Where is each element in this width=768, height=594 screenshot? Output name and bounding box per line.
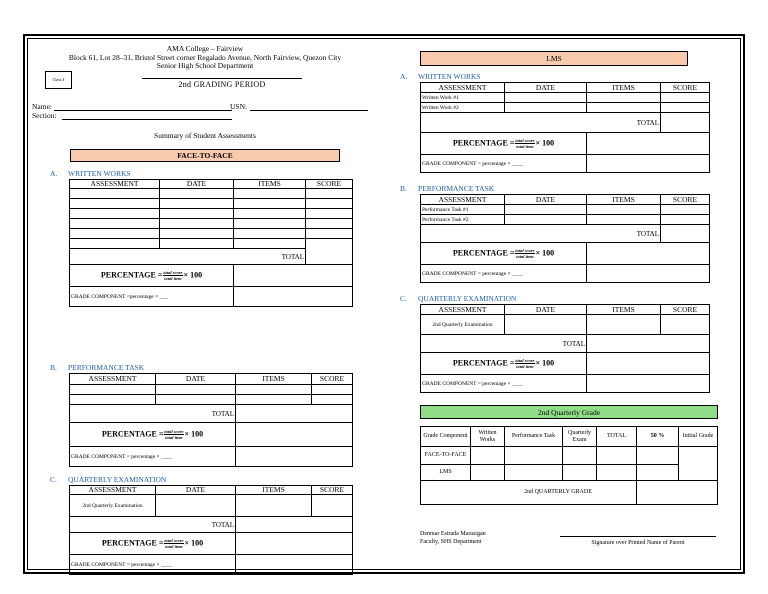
lms-banner: LMS: [420, 51, 688, 66]
cell[interactable]: [587, 103, 661, 113]
class-number-box: [45, 71, 72, 89]
lms-written-heading: [400, 72, 481, 81]
total-label: TOTAL: [70, 517, 236, 533]
table-row: [421, 447, 718, 465]
table-row: [70, 395, 353, 405]
cell[interactable]: [160, 229, 234, 239]
school-header: [30, 45, 380, 71]
row-label: LMS: [421, 465, 471, 481]
col-header: ITEMS: [587, 305, 661, 315]
table-row: [70, 385, 353, 395]
grade-component: GRADE COMPONENT = percentage × ____: [70, 555, 236, 575]
table-row: [421, 215, 710, 225]
col-header: ITEMS: [234, 180, 306, 189]
grading-period: 2nd GRADING PERIOD: [178, 80, 266, 89]
table-row: [70, 229, 353, 239]
section-letter: C.: [400, 294, 407, 303]
period-rule: [142, 78, 302, 79]
cell[interactable]: [471, 447, 505, 465]
cell[interactable]: [70, 199, 160, 209]
col-header: Written Works: [471, 427, 505, 447]
total-label: TOTAL: [70, 405, 236, 423]
cell[interactable]: [661, 103, 710, 113]
times-100: × 100: [535, 138, 555, 148]
col-header: Grade Component: [421, 427, 471, 447]
faculty-signature: [420, 530, 486, 546]
usn-label: USN:: [230, 102, 248, 111]
faculty-title: Faculty, SHS Department: [420, 539, 482, 545]
table-row: [421, 103, 710, 113]
percentage-value[interactable]: [587, 243, 710, 265]
cell[interactable]: [471, 465, 505, 481]
cell[interactable]: [505, 465, 563, 481]
cell[interactable]: [306, 199, 353, 209]
cell[interactable]: [160, 219, 234, 229]
pct-label: PERCENTAGE =: [452, 248, 515, 258]
cell[interactable]: [70, 229, 160, 239]
col-header: TOTAL: [597, 427, 637, 447]
cell[interactable]: [234, 239, 306, 249]
cell[interactable]: [637, 447, 679, 465]
row-label: 2nd Quarterly Examination: [421, 315, 505, 335]
faculty-name: Denmar Estrada Marasigan: [420, 531, 486, 537]
percentage-formula: [421, 133, 587, 155]
frac-den: total item: [165, 544, 183, 549]
table-row: [70, 199, 353, 209]
cell[interactable]: [661, 205, 710, 215]
times-100: × 100: [535, 358, 555, 368]
class-box-label: Class #: [52, 77, 65, 82]
cell[interactable]: [160, 239, 234, 249]
col-header: SCORE: [312, 374, 353, 385]
cell[interactable]: [160, 199, 234, 209]
cell[interactable]: [234, 189, 306, 199]
fraction: [515, 358, 534, 369]
parent-signature-label: Signature over Printed Name of Parent: [591, 540, 685, 546]
grade-component-value[interactable]: [587, 265, 710, 283]
times-100: × 100: [535, 248, 555, 258]
col-header: DATE: [160, 180, 234, 189]
cell[interactable]: [587, 205, 661, 215]
table-row: [70, 495, 353, 517]
fraction: [163, 270, 182, 281]
cell[interactable]: [70, 189, 160, 199]
ftf-quarterly-table: [69, 485, 353, 575]
ftf-performance-table: [69, 373, 353, 467]
name-label: Name:: [32, 102, 52, 111]
cell[interactable]: [312, 385, 353, 395]
school-address: Block 61, Lot 28–31, Bristol Street corner Regalado Avenue, North Fairview, Quezon City: [68, 52, 342, 62]
section-title: QUARTERLY EXAMINATION: [68, 475, 167, 484]
col-header: DATE: [505, 195, 587, 205]
total-label: TOTAL: [421, 113, 661, 133]
cell[interactable]: [505, 315, 587, 335]
percentage-formula: [70, 265, 234, 287]
col-header: Quarterly Exam: [563, 427, 597, 447]
cell[interactable]: [234, 209, 306, 219]
section-title: WRITTEN WORKS: [418, 72, 481, 81]
frac-num: total score: [515, 248, 535, 253]
section-letter: B.: [50, 363, 57, 372]
table-row: [421, 465, 718, 481]
cell[interactable]: [160, 189, 234, 199]
frac-den: total item: [165, 435, 183, 440]
section-title: PERFORMANCE TASK: [418, 184, 495, 193]
grade-component: GRADE COMPONENT = percentage × ____: [421, 265, 587, 283]
cell[interactable]: [505, 215, 587, 225]
pct-label: PERCENTAGE =: [100, 270, 163, 280]
frac-num: total score: [515, 358, 535, 363]
name-field[interactable]: [54, 110, 232, 111]
total-label: TOTAL: [421, 335, 587, 353]
face-to-face-banner: FACE-TO-FACE: [70, 149, 340, 162]
col-header: ASSESSMENT: [421, 195, 505, 205]
cell[interactable]: [505, 103, 587, 113]
times-100: × 100: [184, 429, 204, 439]
quarterly-grade-banner: 2nd Quarterly Grade: [420, 405, 718, 419]
section-field[interactable]: [62, 119, 232, 120]
fraction: [164, 429, 183, 440]
percentage-value[interactable]: [236, 533, 353, 555]
section-letter: B.: [400, 184, 407, 193]
cell[interactable]: [236, 395, 312, 405]
frac-num: total score: [164, 429, 184, 434]
table-row: [70, 209, 353, 219]
col-header: DATE: [505, 83, 587, 93]
lms-performance-heading: [400, 184, 494, 193]
cell[interactable]: [156, 385, 236, 395]
table-row: [421, 205, 710, 215]
col-header: ITEMS: [587, 195, 661, 205]
fraction: [515, 248, 534, 259]
table-row: [421, 315, 710, 335]
fraction: [515, 138, 534, 149]
grade-component-value[interactable]: [587, 155, 710, 173]
table-row: [70, 219, 353, 229]
grade-component-value[interactable]: [236, 555, 353, 575]
initial-grade-cell[interactable]: [679, 447, 718, 481]
row-label: FACE-TO-FACE: [421, 447, 471, 465]
cell[interactable]: [70, 219, 160, 229]
col-header: ASSESSMENT: [70, 374, 156, 385]
col-header: ASSESSMENT: [421, 305, 505, 315]
cell[interactable]: [156, 495, 236, 517]
cell[interactable]: [234, 199, 306, 209]
section-title: QUARTERLY EXAMINATION: [418, 294, 517, 303]
col-header: SCORE: [306, 180, 353, 189]
pct-label: PERCENTAGE =: [101, 538, 164, 548]
lms-written-table: [420, 82, 710, 173]
times-100: × 100: [184, 538, 204, 548]
grade-component: GRADE COMPONENT = percentage × ____: [421, 155, 587, 173]
parent-signature-line[interactable]: [560, 536, 716, 537]
percentage-formula: [421, 243, 587, 265]
cell[interactable]: [505, 205, 587, 215]
table-row: [70, 189, 353, 199]
cell[interactable]: [661, 215, 710, 225]
row-label: 2nd Quarterly Examination: [70, 495, 156, 517]
section-title: PERFORMANCE TASK: [68, 363, 145, 372]
section-letter: A.: [50, 169, 58, 178]
col-header: ITEMS: [587, 83, 661, 93]
total-label: TOTAL: [421, 225, 661, 243]
cell[interactable]: [597, 465, 637, 481]
row-label: Performance Task #1: [421, 205, 505, 215]
table-row: [70, 239, 353, 249]
cell[interactable]: [70, 239, 160, 249]
total-value[interactable]: [236, 405, 353, 423]
percentage-formula: [70, 533, 236, 555]
quarterly-grade-table: [420, 426, 718, 505]
pct-label: PERCENTAGE =: [101, 429, 164, 439]
table-row: [421, 93, 710, 103]
cell[interactable]: [661, 93, 710, 103]
ftf-written-heading: [50, 169, 131, 178]
percentage-value[interactable]: [234, 265, 353, 287]
cell[interactable]: [306, 239, 353, 265]
cell[interactable]: [234, 229, 306, 239]
row-label: Written Work #2: [421, 103, 505, 113]
grade-component-value[interactable]: [236, 447, 353, 467]
cell[interactable]: [505, 93, 587, 103]
usn-field[interactable]: [250, 110, 368, 111]
lms-quarterly-table: [420, 304, 710, 393]
col-header: DATE: [156, 374, 236, 385]
frac-den: total item: [516, 364, 534, 369]
quarterly-grade-value[interactable]: [637, 481, 718, 505]
section-title: WRITTEN WORKS: [68, 169, 131, 178]
percentage-formula: [70, 423, 236, 447]
lms-performance-table: [420, 194, 710, 283]
grade-component: GRADE COMPONENT =percentage × ___: [70, 287, 234, 307]
frac-num: total score: [164, 538, 184, 543]
total-value[interactable]: [587, 335, 710, 353]
lms-quarterly-heading: [400, 294, 516, 303]
percentage-formula: [421, 353, 587, 375]
cell[interactable]: [637, 465, 679, 481]
col-header: ASSESSMENT: [421, 83, 505, 93]
percentage-value[interactable]: [587, 353, 710, 375]
frac-den: total item: [516, 144, 534, 149]
cell[interactable]: [587, 93, 661, 103]
ftf-written-table: [69, 179, 353, 307]
cell[interactable]: [234, 219, 306, 229]
grade-component: GRADE COMPONENT = percentage × ____: [70, 447, 236, 467]
col-header: SCORE: [661, 195, 710, 205]
department-name: Senior High School Department: [156, 61, 254, 71]
col-header: ITEMS: [236, 486, 312, 495]
col-header: DATE: [156, 486, 236, 495]
col-header: SCORE: [661, 305, 710, 315]
cell[interactable]: [597, 447, 637, 465]
cell[interactable]: [587, 315, 661, 335]
summary-title: Summary of Student Assessments: [154, 131, 256, 140]
cell[interactable]: [563, 447, 597, 465]
section-letter: A.: [400, 72, 408, 81]
cell[interactable]: [306, 209, 353, 219]
col-header: SCORE: [661, 83, 710, 93]
frac-den: total item: [164, 276, 182, 281]
cell[interactable]: [306, 189, 353, 199]
total-label: TOTAL: [70, 249, 306, 265]
col-header: Performance Task: [505, 427, 563, 447]
cell[interactable]: [70, 209, 160, 219]
row-label: Performance Task #2: [421, 215, 505, 225]
ftf-quarterly-heading: [50, 475, 166, 484]
pct-label: PERCENTAGE =: [452, 358, 515, 368]
pct-label: PERCENTAGE =: [452, 138, 515, 148]
grade-component: GRADE COMPONENT = percentage × ____: [421, 375, 587, 393]
col-header: ITEMS: [236, 374, 312, 385]
frac-den: total item: [516, 254, 534, 259]
total-value[interactable]: [236, 517, 353, 533]
cell[interactable]: [70, 385, 156, 395]
row-label: Written Work #1: [421, 93, 505, 103]
cell[interactable]: [160, 209, 234, 219]
grade-component-value[interactable]: [234, 287, 353, 307]
total-value[interactable]: [661, 225, 710, 243]
cell[interactable]: [306, 229, 353, 239]
cell[interactable]: [70, 395, 156, 405]
school-name: AMA College – Fairview: [166, 44, 244, 53]
col-header: Initial Grade: [679, 427, 718, 447]
grade-component-value[interactable]: [587, 375, 710, 393]
cell[interactable]: [312, 495, 353, 517]
cell[interactable]: [312, 395, 353, 405]
total-value[interactable]: [661, 113, 710, 133]
cell[interactable]: [505, 447, 563, 465]
cell[interactable]: [587, 215, 661, 225]
quarterly-grade-label: 2nd QUARTERLY GRADE: [421, 481, 637, 505]
times-100: × 100: [183, 270, 203, 280]
frac-num: total score: [515, 138, 535, 143]
section-label: Section:: [32, 111, 57, 120]
frac-num: total score: [163, 270, 183, 275]
percentage-value[interactable]: [587, 133, 710, 155]
cell[interactable]: [661, 315, 710, 335]
col-header: DATE: [505, 305, 587, 315]
cell[interactable]: [563, 465, 597, 481]
cell[interactable]: [236, 495, 312, 517]
col-header: SCORE: [312, 486, 353, 495]
percentage-value[interactable]: [236, 423, 353, 447]
fraction: [164, 538, 183, 549]
cell[interactable]: [306, 219, 353, 229]
cell[interactable]: [156, 395, 236, 405]
cell[interactable]: [236, 385, 312, 395]
col-header: ASSESSMENT: [70, 486, 156, 495]
ftf-performance-heading: [50, 363, 144, 372]
section-letter: C.: [50, 475, 57, 484]
col-header: ASSESSMENT: [70, 180, 160, 189]
col-header: 50 %: [637, 427, 679, 447]
